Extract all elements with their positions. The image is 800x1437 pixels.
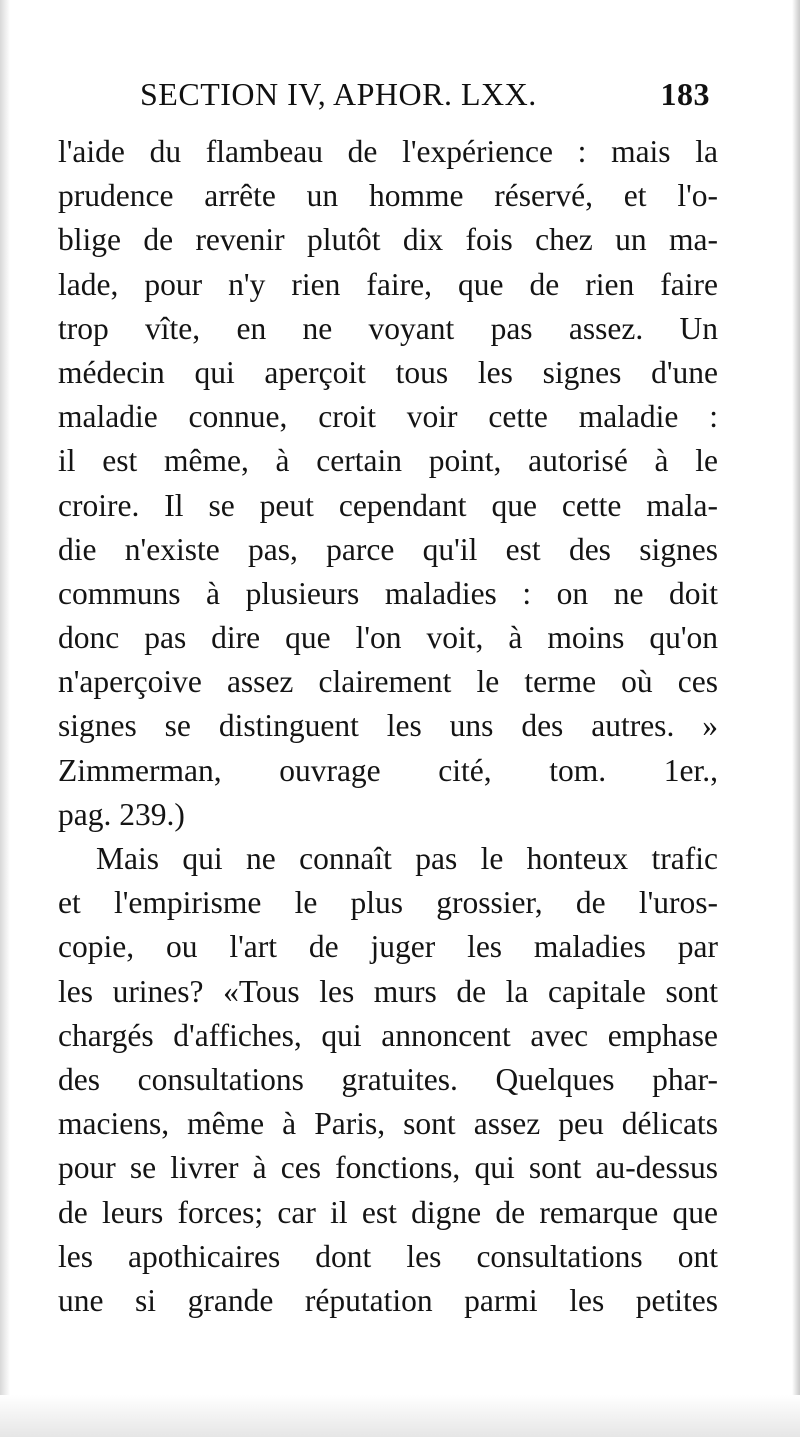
text-line: chargés d'affiches, qui annoncent avec emphase [58,1017,718,1053]
text-line: lade, pour n'y rien faire, que de rien faire [58,266,718,302]
text-line: il est même, à certain point, autorisé à le [58,443,718,479]
text-line: l'aide du flambeau de l'expérience : mais la [58,134,718,169]
text-line: de leurs forces; car il est digne de remarque que [58,1194,718,1230]
page-number: 183 [660,76,710,112]
scan-edge-right [792,0,800,1437]
text-line: pour se livrer à ces fonctions, qui sont au-dessus [58,1150,718,1186]
scan-edge-left [0,0,10,1437]
text-line: prudence arrête un homme réservé, et l'o- [58,178,718,214]
text-line: les apothicaires dont les consultations ont [58,1238,718,1274]
running-header [140,76,710,120]
text-line: signes se distinguent les uns des autres. » [58,708,718,744]
text-line: Zimmerman, ouvrage cité, tom. 1er., [58,752,718,788]
text-line-paragraph-start: Mais qui ne connaît pas le honteux trafic [96,841,718,876]
text-line: donc pas dire que l'on voit, à moins qu'on [58,620,718,656]
text-line: die n'existe pas, parce qu'il est des signes [58,531,718,567]
text-line: médecin qui aperçoit tous les signes d'une [58,354,718,390]
text-line: blige de revenir plutôt dix fois chez un ma- [58,222,718,258]
text-line: maciens, même à Paris, sont assez peu délicats [58,1106,718,1142]
text-line: maladie connue, croit voir cette maladie : [58,399,718,435]
header-title: SECTION IV, APHOR. LXX. [140,76,537,112]
text-line: des consultations gratuites. Quelques phar- [58,1061,718,1097]
text-line: et l'empirisme le plus grossier, de l'uros- [58,885,718,921]
bottom-shade [0,1395,800,1437]
text-line: trop vîte, en ne voyant pas assez. Un [58,310,718,346]
text-line: croire. Il se peut cependant que cette mala- [58,487,718,523]
text-line-paragraph-end: pag. 239.) [58,796,185,832]
text-line: copie, ou l'art de juger les maladies par [58,929,718,965]
text-line: communs à plusieurs maladies : on ne doit [58,575,718,611]
page-body [58,130,718,1323]
text-line: n'aperçoive assez clairement le terme où ces [58,664,718,700]
text-line: les urines? «Tous les murs de la capitale sont [58,973,718,1009]
text-line: une si grande réputation parmi les petites [58,1282,718,1318]
